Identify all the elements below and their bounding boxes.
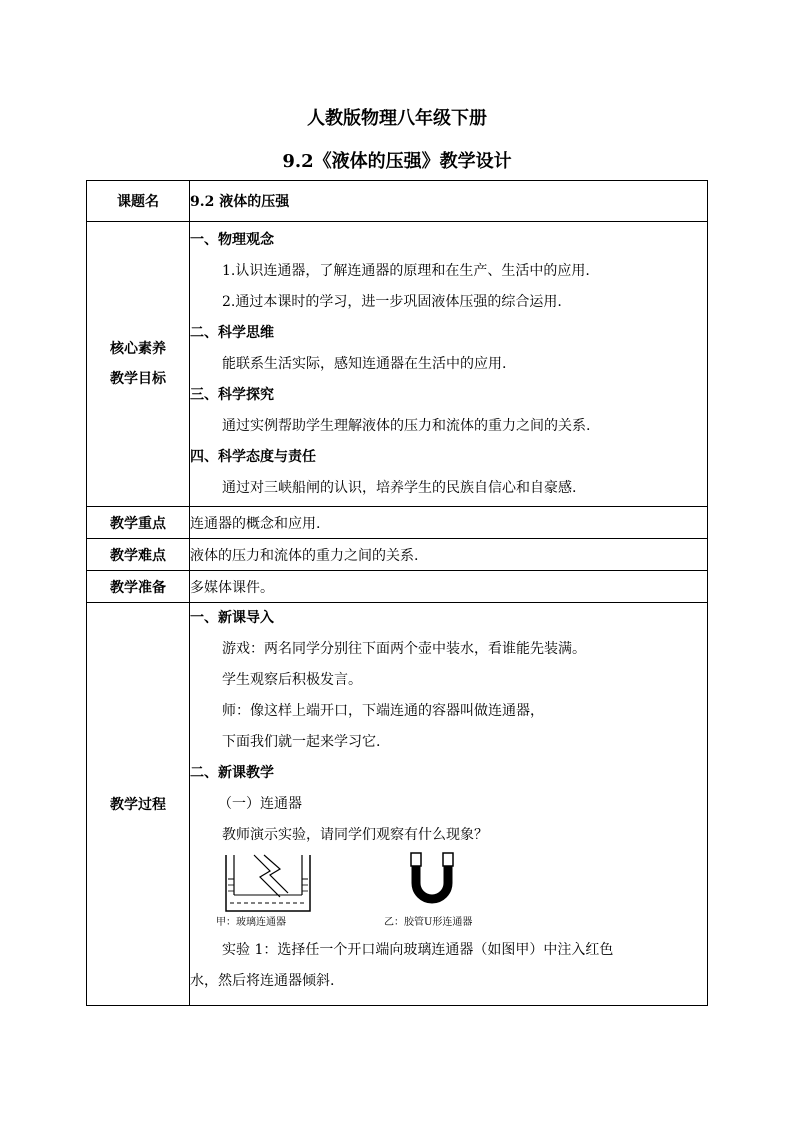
label-goals — [87, 222, 190, 507]
lesson-plan-table — [86, 180, 708, 1006]
row-process — [87, 603, 708, 1006]
label-process: 教学过程 — [87, 603, 190, 1006]
goal-text-2: 能联系生活实际，感知连通器在生活中的应用. — [222, 355, 507, 372]
glass-connector-figure — [224, 853, 312, 913]
process-line-4: 下面我们就一起来学习它. — [222, 734, 381, 750]
label-prep: 教学准备 — [87, 571, 190, 603]
document-title: 人教版物理八年级下册 — [307, 108, 487, 129]
value-key: 连通器的概念和应用. — [190, 507, 708, 539]
goal-item-1: 1.认识连通器，了解连通器的原理和在生产、生活中的应用. — [222, 262, 590, 279]
value-difficulty: 液体的压力和流体的重力之间的关系. — [190, 539, 708, 571]
process-subheading-1: （一）连通器 — [218, 796, 302, 812]
row-prep — [87, 571, 708, 603]
row-key — [87, 507, 708, 539]
goal-text-4: 通过对三峡船闸的认识，培养学生的民族自信心和自豪感. — [222, 479, 577, 496]
goal-text-3: 通过实例帮助学生理解液体的压力和流体的重力之间的关系. — [222, 417, 591, 434]
value-goals — [190, 222, 708, 507]
row-difficulty — [87, 539, 708, 571]
label-key: 教学重点 — [87, 507, 190, 539]
goal-heading-1: 一、物理观念 — [190, 231, 274, 248]
row-topic — [87, 181, 708, 222]
process-line-2: 学生观察后积极发言。 — [222, 672, 362, 688]
row-goals — [87, 222, 708, 507]
value-process — [190, 603, 708, 1006]
value-prep: 多媒体课件。 — [190, 571, 708, 603]
goal-heading-4: 四、科学态度与责任 — [190, 448, 316, 465]
process-line-1: 游戏：两名同学分别往下面两个壶中装水，看谁能先装满。 — [222, 641, 586, 657]
goal-item-2: 2.通过本课时的学习，进一步巩固液体压强的综合运用. — [222, 293, 562, 310]
value-topic: 9.2 液体的压强 — [190, 181, 708, 222]
process-line-3: 师：像这样上端开口，下端连通的容器叫做连通器， — [222, 703, 544, 719]
figure-row — [190, 851, 707, 935]
process-heading-2: 二、新课教学 — [190, 765, 274, 781]
u-tube-figure — [402, 851, 462, 913]
figure-a-caption: 甲：玻璃连通器 — [216, 917, 286, 928]
label-difficulty: 教学难点 — [87, 539, 190, 571]
label-goals-line2: 教学目标 — [110, 371, 166, 387]
label-goals-line1: 核心素养 — [110, 341, 166, 357]
process-demo: 教师演示实验，请同学们观察有什么现象？ — [222, 827, 488, 843]
document-subtitle: 9.2《液体的压强》教学设计 — [282, 151, 512, 172]
goal-heading-2: 二、科学思维 — [190, 324, 274, 341]
label-topic: 课题名 — [87, 181, 190, 222]
experiment-1-line-1: 实验 1：选择任一个开口端向玻璃连通器（如图甲）中注入红色 — [222, 942, 614, 958]
experiment-1-line-2: 水，然后将连通器倾斜. — [190, 973, 335, 989]
figure-b-caption: 乙：胶管U形连通器 — [384, 917, 473, 928]
process-heading-1: 一、新课导入 — [190, 610, 274, 626]
goal-heading-3: 三、科学探究 — [190, 386, 274, 403]
